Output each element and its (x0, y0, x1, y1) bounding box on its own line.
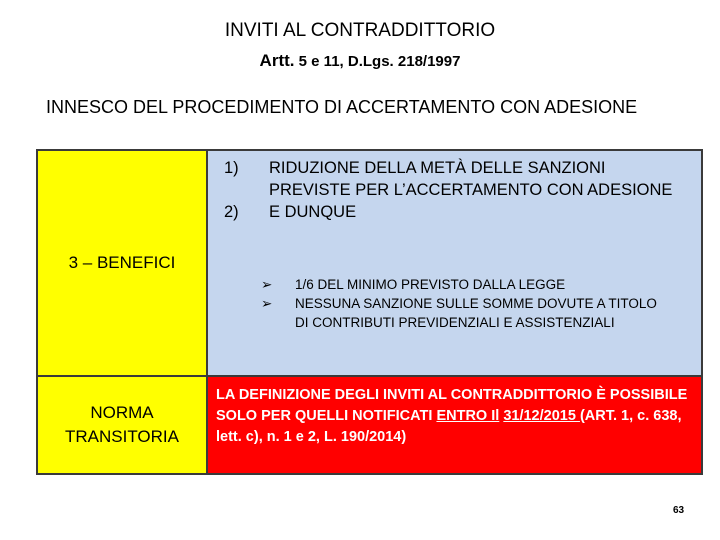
benefici-subitem-1 (261, 275, 671, 294)
arrow-bullet-icon: ➢ (261, 277, 273, 292)
arrow-bullet-icon: ➢ (261, 296, 273, 311)
benefici-label-cell (36, 149, 208, 377)
norma-label-cell (36, 375, 208, 475)
subitem-text: NESSUNA SANZIONE SULLE SOMME DOVUTE A TITOLO DI CONTRIBUTI PREVIDENZIALI E ASSISTENZIALI (295, 296, 657, 330)
slide-title: INVITI AL CONTRADDITTORIO (224, 20, 496, 41)
norma-deadline-underlined: ENTRO Il (436, 408, 500, 424)
subtitle-prefix: Artt. (259, 51, 295, 70)
benefici-item-2 (224, 201, 689, 223)
norma-content-cell (206, 375, 703, 475)
norma-label: NORMA TRANSITORIA (65, 403, 179, 446)
norma-text-part: LA DEFINIZIONE DEGLI INVITI AL CONTRADDITTORIO È POSSIBILE SOLO PER QUELLI NOTIFICATI (216, 387, 688, 424)
benefici-subitem-2 (261, 294, 671, 332)
page-number: 63 (673, 505, 685, 516)
norma-reference: (ART. 1, c. 638, lett. c), n. 1 e 2, L. 190/2014) (216, 408, 682, 445)
benefici-content-cell (206, 149, 703, 377)
norma-text (216, 387, 687, 445)
slide-subtitle (0, 51, 720, 71)
benefici-item-1 (224, 157, 689, 201)
item-number: 2) (224, 203, 239, 221)
section-heading: INNESCO DEL PROCEDIMENTO DI ACCERTAMENTO CON ADESIONE (46, 97, 638, 117)
item-text: RIDUZIONE DELLA METÀ DELLE SANZIONI PREVISTE PER L’ACCERTAMENTO CON ADESIONE (269, 159, 673, 199)
item-number: 1) (224, 159, 239, 177)
subitem-text: 1/6 DEL MINIMO PREVISTO DALLA LEGGE (295, 277, 566, 292)
benefici-label: 3 – BENEFICI (68, 253, 176, 272)
benefici-list (224, 157, 689, 223)
item-text: E DUNQUE (269, 203, 357, 221)
subtitle-reference: 5 e 11, D.Lgs. 218/1997 (294, 53, 461, 70)
norma-date-underlined: 31/12/2015 (503, 408, 580, 424)
benefici-sublist (261, 275, 671, 332)
